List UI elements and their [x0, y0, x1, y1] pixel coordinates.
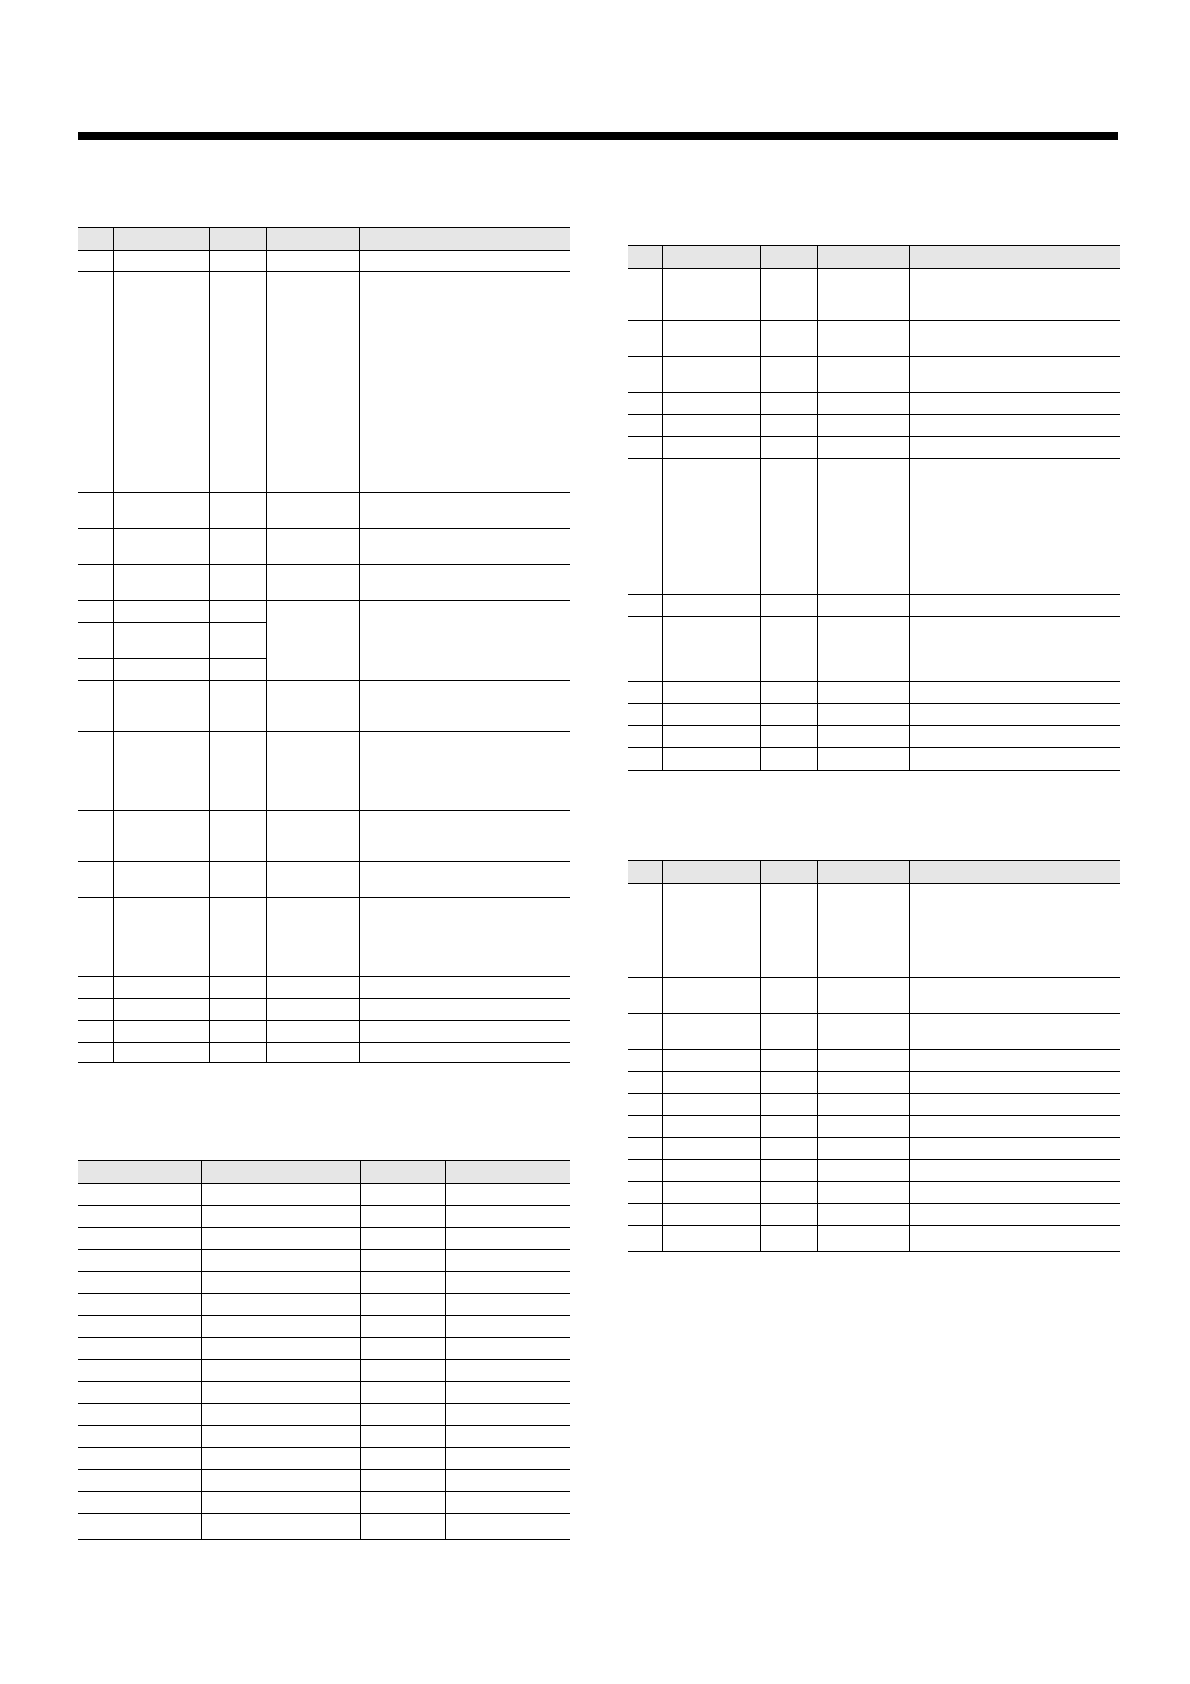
- column-divider: [817, 861, 818, 1251]
- table-row: [628, 1181, 1120, 1182]
- table-row: [628, 616, 1120, 617]
- table-row: [78, 897, 570, 898]
- table-row: [628, 681, 1120, 682]
- table-row: [78, 658, 266, 659]
- column-divider: [113, 228, 114, 1062]
- table-row: [628, 392, 1120, 393]
- table-header: [78, 1161, 570, 1184]
- table-row: [78, 1271, 570, 1272]
- table-row: [78, 1381, 570, 1382]
- column-divider: [662, 861, 663, 1251]
- table-row: [628, 1225, 1120, 1226]
- table-header: [78, 228, 570, 251]
- table-row: [628, 436, 1120, 437]
- table-row: [628, 1093, 1120, 1094]
- table-row: [78, 1447, 570, 1448]
- table-row: [78, 1425, 570, 1426]
- table-row: [78, 1249, 570, 1250]
- column-divider: [662, 246, 663, 770]
- table-row: [78, 1205, 570, 1206]
- table-row: [78, 492, 570, 493]
- column-divider: [760, 246, 761, 770]
- table-row: [78, 600, 570, 601]
- column-divider: [360, 1161, 361, 1539]
- top-rule: [78, 132, 1118, 140]
- table-row: [78, 1491, 570, 1492]
- table-parameters-left: [78, 227, 570, 1063]
- table-row: [78, 1359, 570, 1360]
- table-row: [78, 861, 570, 862]
- column-divider: [760, 861, 761, 1251]
- table-row: [78, 271, 570, 272]
- table-row: [78, 1227, 570, 1228]
- table-row: [78, 1042, 570, 1043]
- column-divider: [817, 246, 818, 770]
- table-row: [628, 1013, 1120, 1014]
- table-row: [78, 1293, 570, 1294]
- column-divider: [209, 228, 210, 1062]
- table-row: [628, 1115, 1120, 1116]
- table-parameters-right-bottom: [628, 860, 1120, 1252]
- table-row: [628, 1137, 1120, 1138]
- column-divider: [909, 861, 910, 1251]
- table-row: [78, 1403, 570, 1404]
- table-row: [628, 458, 1120, 459]
- table-parameters-right-top: [628, 245, 1120, 771]
- column-divider: [201, 1161, 202, 1539]
- table-row: [628, 1071, 1120, 1072]
- table-row: [628, 747, 1120, 748]
- table-row: [628, 703, 1120, 704]
- table-row: [78, 998, 570, 999]
- table-row: [628, 1049, 1120, 1050]
- table-row: [628, 414, 1120, 415]
- table-row: [78, 976, 570, 977]
- table-row: [78, 564, 570, 565]
- table-row: [628, 356, 1120, 357]
- table-row: [628, 1203, 1120, 1204]
- table-row: [78, 1020, 570, 1021]
- column-divider: [445, 1161, 446, 1539]
- table-row: [628, 320, 1120, 321]
- table-row: [78, 1513, 570, 1514]
- column-divider: [266, 228, 267, 1062]
- table-row: [78, 1337, 570, 1338]
- table-header: [628, 246, 1120, 269]
- table-row: [78, 810, 570, 811]
- column-divider: [909, 246, 910, 770]
- table-row: [628, 594, 1120, 595]
- table-row: [78, 680, 570, 681]
- table-row: [78, 528, 570, 529]
- table-row: [78, 731, 570, 732]
- table-row: [78, 622, 266, 623]
- table-row: [628, 725, 1120, 726]
- table-row: [78, 1469, 570, 1470]
- table-list-left: [78, 1160, 570, 1540]
- table-header: [628, 861, 1120, 884]
- table-row: [628, 1159, 1120, 1160]
- table-row: [628, 977, 1120, 978]
- table-row: [78, 1315, 570, 1316]
- column-divider: [359, 228, 360, 1062]
